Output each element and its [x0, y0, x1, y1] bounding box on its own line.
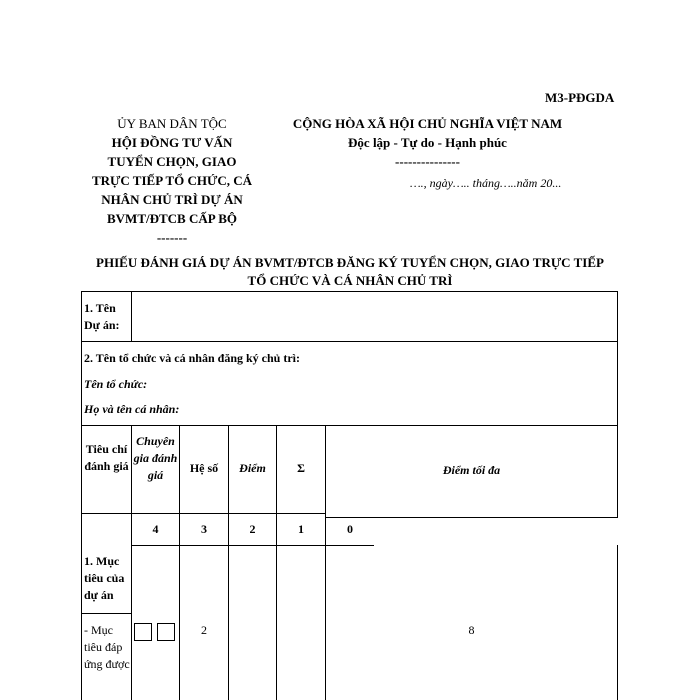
form-code: M3-PĐGDA: [545, 90, 615, 105]
score-level-4: 4: [152, 522, 159, 536]
expert-header: Chuyên gia đánh giá: [133, 434, 178, 482]
motto-divider: ---------------: [395, 154, 460, 169]
score-level-0: 0: [347, 522, 353, 536]
checkbox-2[interactable]: [157, 623, 175, 641]
council-name: HỘI ĐỒNG TƯ VẤN TUYỂN CHỌN, GIAO TRỰC TIẾP TỔ CHỨC, CÁ NHÂN CHỦ TRÌ DỰ ÁN BVMT/ĐTCB CẤP BỘ: [92, 135, 252, 226]
motto: Độc lập - Tự do - Hạnh phúc: [348, 135, 507, 150]
row2-criteria: - Mục tiêu đáp ứng được: [84, 623, 130, 671]
score-level-2: 2: [249, 522, 256, 536]
checkbox-1[interactable]: [134, 623, 152, 641]
max-score-header: Điểm tối đa: [442, 463, 501, 477]
criteria-header: Tiêu chí đánh giá: [84, 442, 129, 473]
coefficient-header: Hệ số: [189, 461, 219, 475]
country-name: CỘNG HÒA XÃ HỘI CHỦ NGHĨA VIỆT NAM: [292, 116, 563, 131]
sum-header: Σ: [297, 461, 305, 475]
project-name-field[interactable]: [133, 293, 615, 339]
date-line: …., ngày….. tháng…..năm 20...: [410, 176, 562, 190]
row1-criteria: 1. Mục tiêu của dự án: [84, 554, 125, 602]
project-name-label: 1. Tên Dự án:: [84, 301, 120, 332]
person-label: Họ và tên cá nhân:: [84, 402, 180, 416]
score-level-1: 1: [298, 522, 304, 536]
organization-label: Tên tổ chức:: [84, 377, 148, 391]
issuer-divider: -------: [156, 230, 188, 245]
issuer-name: ỦY BAN DÂN TỘC: [117, 116, 227, 131]
row2-coefficient: 2: [201, 623, 207, 637]
national-header: [275, 114, 580, 171]
score-header: Điểm: [239, 461, 266, 475]
issuer-header: [92, 114, 252, 247]
score-level-3: 3: [201, 522, 207, 536]
document-title: PHIẾU ĐÁNH GIÁ DỰ ÁN BVMT/ĐTCB ĐĂNG KÝ TUYỂN CHỌN, GIAO TRỰC TIẾP TỔ CHỨC VÀ CÁ NHÂN CHỦ TRÌ: [96, 255, 604, 288]
row2-max-score: 8: [468, 623, 475, 637]
section2-label: 2. Tên tổ chức và cá nhân đăng ký chủ trì:: [84, 351, 301, 365]
